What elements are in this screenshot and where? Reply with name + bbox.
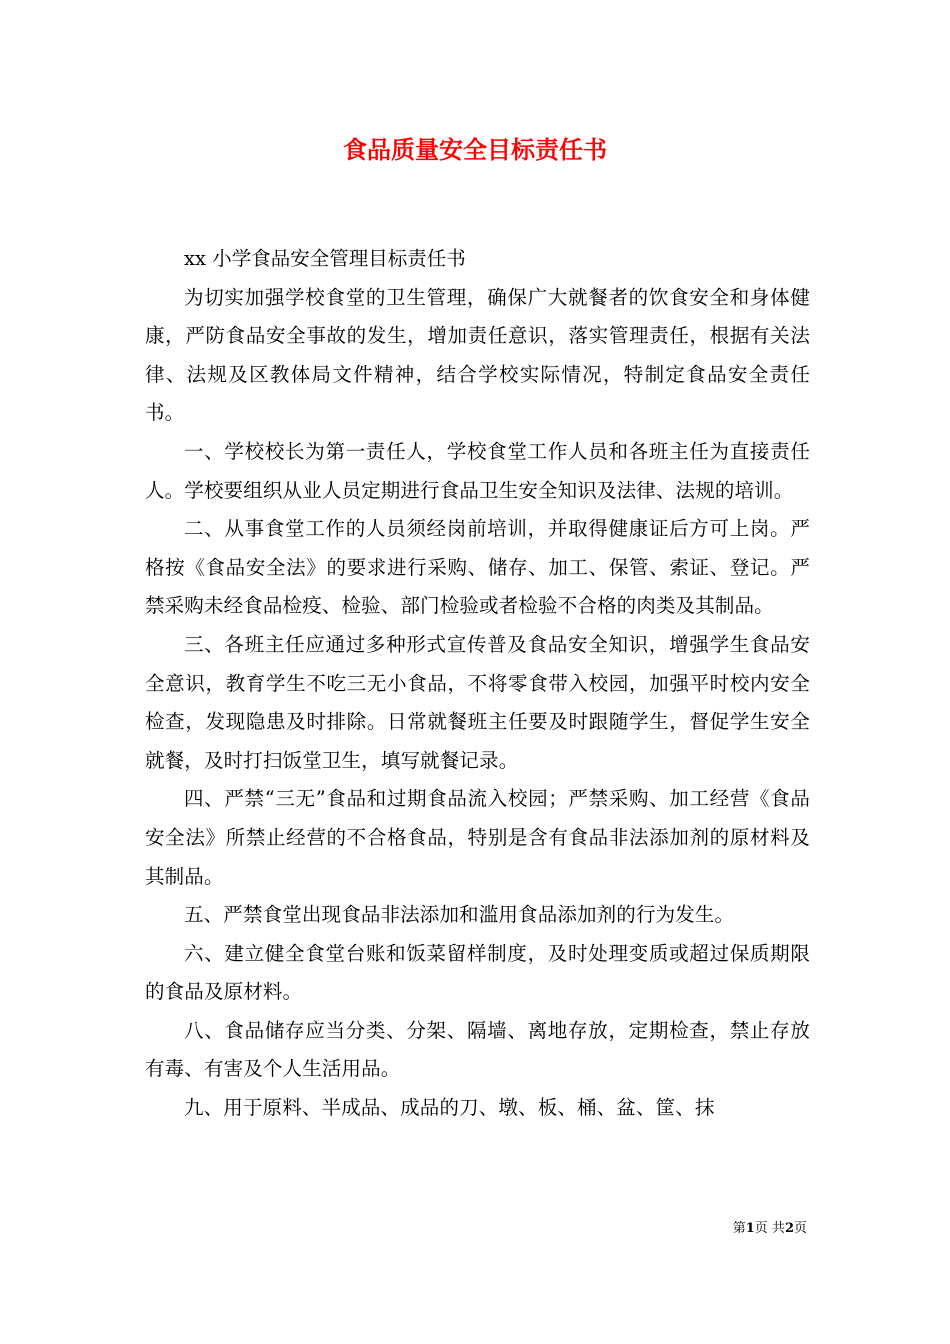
footer-prefix: 第 (732, 1221, 746, 1236)
paragraph-clause-5: 五、严禁食堂出现食品非法添加和滥用食品添加剂的行为发生。 (184, 903, 735, 927)
paragraph-intro: 为切实加强学校食堂的卫生管理，确保广大就餐者的饮食安全和身体健康，严防食品安全事故的发生，增加责任意识，落实管理责任，根据有关法律、法规及区教体局文件精神，结合学校实际情况，特制定食品安全责任书。 (145, 285, 810, 425)
page-number-footer (0, 1220, 807, 1238)
paragraph-clause-2: 二、从事食堂工作的人员须经岗前培训，并取得健康证后方可上岗。严格按《食品安全法》的要求进行采购、储存、加工、保管、索证、登记。严禁采购未经食品检疫、检验、部门检验或者检验不合格的肉类及其制品。 (145, 517, 810, 618)
paragraph-clause-6: 六、建立健全食堂台账和饭菜留样制度，及时处理变质或超过保质期限的食品及原材料。 (145, 941, 810, 1004)
total-pages-number: 2 (784, 1221, 794, 1236)
document-body (145, 240, 810, 1128)
paragraph-clause-4: 四、严禁“三无”食品和过期食品流入校园；严禁采购、加工经营《食品安全法》所禁止经营的不合格食品，特别是含有食品非法添加剂的原材料及其制品。 (145, 787, 810, 888)
paragraph-clause-8: 八、食品储存应当分类、分架、隔墙、离地存放，定期检查，禁止存放有毒、有害及个人生活用品。 (145, 1018, 810, 1081)
document-title: 食品质量安全目标责任书 (343, 136, 607, 164)
footer-suffix: 页 (793, 1221, 807, 1236)
paragraph-clause-3: 三、各班主任应通过多种形式宣传普及食品安全知识，增强学生食品安全意识，教育学生不吃三无小食品，不将零食带入校园，加强平时校内安全检查，发现隐患及时排除。日常就餐班主任要及时跟随学生，督促学生安全就餐，及时打扫饭堂卫生，填写就餐记录。 (145, 632, 810, 772)
footer-middle: 页 共 (754, 1221, 785, 1236)
paragraph-clause-9: 九、用于原料、半成品、成品的刀、墩、板、桶、盆、筐、抹 (184, 1096, 715, 1120)
document-subtitle: xx 小学食品安全管理目标责任书 (184, 247, 466, 270)
paragraph-clause-1: 一、学校校长为第一责任人，学校食堂工作人员和各班主任为直接责任人。学校要组织从业人员定期进行食品卫生安全知识及法律、法规的培训。 (145, 439, 810, 502)
current-page-number: 1 (745, 1221, 755, 1236)
